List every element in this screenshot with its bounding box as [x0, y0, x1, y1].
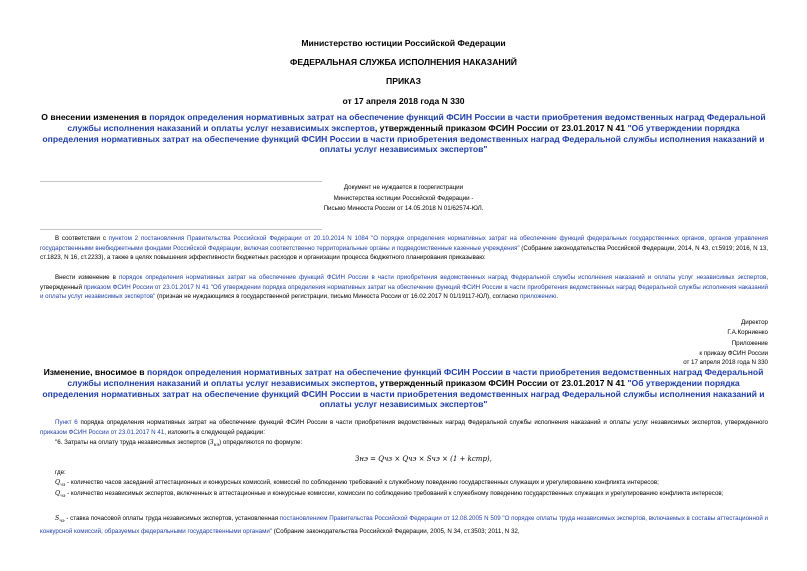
symbol-q-sub-chz: чз	[60, 483, 66, 489]
paragraph-basis-text-a: В соответствии с	[55, 235, 109, 242]
appendix-title-middle: , утвержденный приказом ФСИН России от 23.01.2017 N 41	[374, 377, 628, 388]
link-order-41[interactable]: приказом ФСИН России от 23.01.2017 N 41 "Об утверждении порядка определения нормативных затрат на обеспечение функций ФСИН России в части приобретения ведомственных наград Федеральной службы исполнения наказаний и оплаты услуг независимых экспертов"	[40, 283, 768, 301]
appendix-date: от 17 апреля 2018 года N 330	[683, 359, 768, 367]
registration-note-line3: Письмо Минюста России от 14.05.2018 N 01/62574-ЮЛ.	[323, 205, 484, 212]
appendix-title-link-order41[interactable]: "Об утверждении порядка определения нормативных затрат на обеспечение функций ФСИН России в части приобретения ведомственных наград Федеральной службы исполнения наказаний и оплаты услуг независимых экспертов"	[42, 377, 765, 410]
appendix-header	[683, 339, 768, 368]
link-point-6[interactable]: Пункт 6	[55, 419, 78, 426]
appendix-label: Приложение	[731, 340, 768, 347]
definition-qche	[40, 489, 768, 502]
order-title	[40, 112, 767, 155]
paragraph-amend-text-c: (признан не нуждающимся в государственной регистрации, письмо Минюста России от 16.02.2017 N 01/19117-ЮЛ), согласно	[155, 293, 520, 301]
appendix-title	[40, 367, 767, 410]
symbol-z: З	[209, 439, 214, 446]
definition-sche-text-b: (Собрание законодательства Российской Федерации, 2005, N 34, ст.3503; 2011, N 32,	[272, 527, 520, 535]
appendix-title-prefix: Изменение, вносимое в	[43, 367, 147, 377]
link-appendix[interactable]: приложению	[519, 293, 557, 301]
paragraph-amend-text-d: .	[556, 293, 559, 301]
symbol-z-sub: нэ	[213, 443, 220, 449]
doc-type: ПРИКАЗ	[386, 76, 421, 86]
paragraph-point6	[40, 418, 768, 437]
order-title-link-order41[interactable]: "Об утверждении порядка определения нормативных затрат на обеспечение функций ФСИН России в части приобретения ведомственных наград Федеральной службы исполнения наказаний и оплаты услуг независимых экспертов"	[42, 122, 765, 155]
signature-block	[727, 318, 768, 337]
link-order-41-short[interactable]: приказом ФСИН России от 23.01.2017 N 41	[40, 428, 165, 436]
paragraph-point6-text-a: порядка определения нормативных затрат на обеспечение функций ФСИН России в части приобретения ведомственных наград Федеральной службы исполнения наказаний и оплаты услуг независимых экспертов, утвержденного	[77, 419, 768, 426]
divider-top-left	[40, 181, 322, 182]
appendix-to: к приказу ФСИН России	[699, 349, 768, 357]
order-title-prefix: О внесении изменения в	[41, 112, 150, 122]
signature-role: Директор	[741, 319, 768, 326]
symbol-s: S	[55, 515, 60, 522]
registration-note-line1: Документ не нуждается в госрегистрации	[343, 184, 464, 191]
symbol-q-sub-che: чэ	[60, 494, 66, 500]
ministry-name: Министерство юстиции Российской Федерации	[301, 38, 506, 48]
appendix-title-link-procedure[interactable]: порядок определения нормативных затрат на обеспечение функций ФСИН России в части приобретения ведомственных наград Федеральной службы исполнения наказаний и оплаты услуг независимых экспертов	[67, 367, 764, 388]
divider-bottom-left	[40, 229, 322, 230]
link-resolution-1084[interactable]: пунктом 2 постановления Правительства Российской Федерации от 20.10.2014 N 1084 "О порядке определения нормативных затрат на обеспечение функций федеральных государственных органов, органов управления государственными внебюджетными фондами Российской Федерации, включая соответственно территориальные органы и подведомственные казенные учреждения"	[40, 235, 769, 252]
formula-intro-text-a: "6. Затраты на оплату труда независимых экспертов (	[55, 439, 210, 446]
paragraph-amend-text-a: Внести изменение в	[55, 274, 119, 281]
paragraph-amend	[40, 273, 768, 302]
definition-qchz-text: - количество часов заседаний аттестационных и конкурсных комиссий, комиссий по соблюдению требований к служебному поведению государственных служащих и урегулированию конфликта интересов;	[65, 479, 659, 486]
order-title-middle: , утвержденный приказом ФСИН России от 23.01.2017 N 41	[374, 122, 628, 133]
service-name: ФЕДЕРАЛЬНАЯ СЛУЖБА ИСПОЛНЕНИЯ НАКАЗАНИЙ	[290, 57, 517, 67]
formula-intro-text-b: ) определяются по формуле:	[219, 439, 303, 446]
symbol-q: Q	[55, 479, 61, 486]
formula-expression: Знэ = Qчз × Qчэ × Sчэ × (1 + kстр),	[355, 455, 492, 463]
paragraph-point6-text-b: , изложить в следующей редакции:	[164, 428, 265, 436]
definition-sche	[40, 514, 768, 536]
doc-date: от 17 апреля 2018 года N 330	[342, 96, 465, 106]
paragraph-basis-text-b: (Собрание законодательства Российской Федерации, 2014, N 43, ст.5919; 2016, N 13, ст.1823, N 16, ст.2233), а также в целях повышения эффективности бюджетных расходов и организации процесса бюджетного планирования приказываю:	[40, 244, 768, 262]
registration-note-line2: Министерства юстиции Российской Федерации -	[333, 194, 474, 202]
symbol-s-sub-che: чэ	[59, 519, 65, 525]
paragraph-amend-text-b: , утвержденный	[40, 274, 768, 291]
link-procedure[interactable]: порядок определения нормативных затрат на обеспечение функций ФСИН России в части приобретения ведомственных наград Федеральной службы исполнения наказаний и оплаты услуг независимых экспертов	[119, 274, 767, 281]
order-title-link-procedure[interactable]: порядок определения нормативных затрат на обеспечение функций ФСИН России в части приобретения ведомственных наград Федеральной службы исполнения наказаний и оплаты услуг независимых экспертов	[67, 112, 766, 133]
paragraph-formula-intro	[40, 438, 768, 451]
signature-name: Г.А.Корниенко	[727, 328, 768, 336]
symbol-q: Q	[55, 490, 61, 497]
definition-qche-text: - количество независимых экспертов, включенных в аттестационные и конкурсные комиссии, комиссии по соблюдению требований к служебному поведению государственных служащих и урегулированию конфликта интересов;	[65, 490, 724, 497]
definition-sche-text-a: - ставка почасовой оплаты труда независимых экспертов, установленная	[64, 515, 280, 522]
where-label: где:	[55, 469, 66, 476]
registration-note	[0, 183, 807, 215]
paragraph-basis	[40, 234, 768, 263]
link-resolution-509[interactable]: постановлением Правительства Российской Федерации от 12.08.2005 N 509 "О порядке оплаты труда независимых экспертов, включаемых в составы аттестационной и конкурсной комиссий, образуемых федеральными государственными органами"	[40, 515, 768, 535]
